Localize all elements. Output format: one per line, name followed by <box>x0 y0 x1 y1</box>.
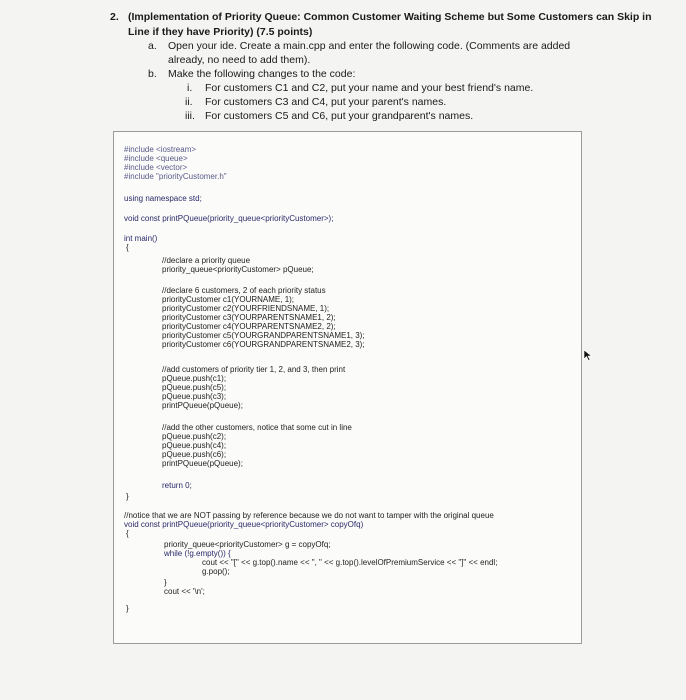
function-prototype: void const printPQueue(priority_queue<priorityCustomer>); <box>124 214 334 223</box>
customer-c1: priorityCustomer c1(YOURNAME, 1); <box>162 295 295 304</box>
roman-marker-2: ii. <box>185 96 193 108</box>
using-namespace: using namespace std; <box>124 194 202 203</box>
comment-add-others: //add the other customers, notice that some cut in line <box>162 423 352 432</box>
part-a-line-1: Open your ide. Create a main.cpp and enter the following code. (Comments are added <box>168 40 571 52</box>
roman-marker-3: iii. <box>185 110 195 122</box>
roman-marker-1: i. <box>187 82 193 94</box>
part-b-marker: b. <box>148 68 157 80</box>
push-c2: pQueue.push(c2); <box>162 432 227 441</box>
function-signature: void const printPQueue(priority_queue<priorityCustomer> copyOfq) <box>124 520 364 529</box>
return-statement: return 0; <box>162 481 192 490</box>
customer-c6: priorityCustomer c6(YOURGRANDPARENTSNAME2, 3); <box>162 340 365 349</box>
main-signature: int main() <box>124 234 158 243</box>
customer-c4: priorityCustomer c4(YOURPARENTSNAME2, 2); <box>162 322 336 331</box>
push-c5: pQueue.push(c5); <box>162 383 227 392</box>
cout-newline: cout << '\n'; <box>164 587 205 596</box>
include-vector: #include <vector> <box>124 163 188 172</box>
push-c6: pQueue.push(c6); <box>162 450 227 459</box>
comment-declare-customers: //declare 6 customers, 2 of each priority status <box>162 286 326 295</box>
pop-line: g.pop(); <box>202 567 230 576</box>
include-priority-customer: #include "priorityCustomer.h" <box>124 172 227 181</box>
part-b-line-1: Make the following changes to the code: <box>168 68 356 80</box>
main-close-brace: } <box>126 492 129 501</box>
function-close-brace: } <box>126 604 129 613</box>
copy-queue: priority_queue<priorityCustomer> g = copyOfq; <box>164 540 331 549</box>
part-a-marker: a. <box>148 40 157 52</box>
roman-text-1: For customers C1 and C2, put your name and your best friend's name. <box>205 82 534 94</box>
code-screenshot <box>113 131 582 644</box>
customer-c5: priorityCustomer c5(YOURGRANDPARENTSNAME1, 3); <box>162 331 365 340</box>
question-title: (Implementation of Priority Queue: Common Customer Waiting Scheme but Some Customers can Skip in Line if they have Priority) (7.5 points) <box>128 11 652 38</box>
comment-notice: //notice that we are NOT passing by reference because we do not want to tamper with the original queue <box>124 511 494 520</box>
mouse-pointer-icon <box>583 349 593 361</box>
declare-queue: priority_queue<priorityCustomer> pQueue; <box>162 265 314 274</box>
comment-add-customers: //add customers of priority tier 1, 2, and 3, then print <box>162 365 346 374</box>
roman-text-3: For customers C5 and C6, put your grandparent's names. <box>205 110 474 122</box>
push-c3: pQueue.push(c3); <box>162 392 227 401</box>
roman-text-2: For customers C3 and C4, put your parent's names. <box>205 96 447 108</box>
question-number: 2. <box>110 11 119 23</box>
include-queue: #include <queue> <box>124 154 188 163</box>
function-open-brace: { <box>126 529 129 538</box>
customer-c3: priorityCustomer c3(YOURPARENTSNAME1, 2); <box>162 313 336 322</box>
main-open-brace: { <box>126 243 129 252</box>
customer-c2: priorityCustomer c2(YOURFRIENDSNAME, 1); <box>162 304 330 313</box>
push-c1: pQueue.push(c1); <box>162 374 227 383</box>
push-c4: pQueue.push(c4); <box>162 441 227 450</box>
include-iostream: #include <iostream> <box>124 145 197 154</box>
part-a-line-2: already, no need to add them). <box>168 54 311 66</box>
print-queue-1: printPQueue(pQueue); <box>162 401 243 410</box>
while-close-brace: } <box>164 578 167 587</box>
print-queue-2: printPQueue(pQueue); <box>162 459 243 468</box>
comment-declare-queue: //declare a priority queue <box>162 256 251 265</box>
cout-line: cout << "[" << g.top().name << ", " << g.top().levelOfPremiumService << "]" << endl; <box>202 558 498 567</box>
while-loop: while (!g.empty()) { <box>164 549 231 558</box>
